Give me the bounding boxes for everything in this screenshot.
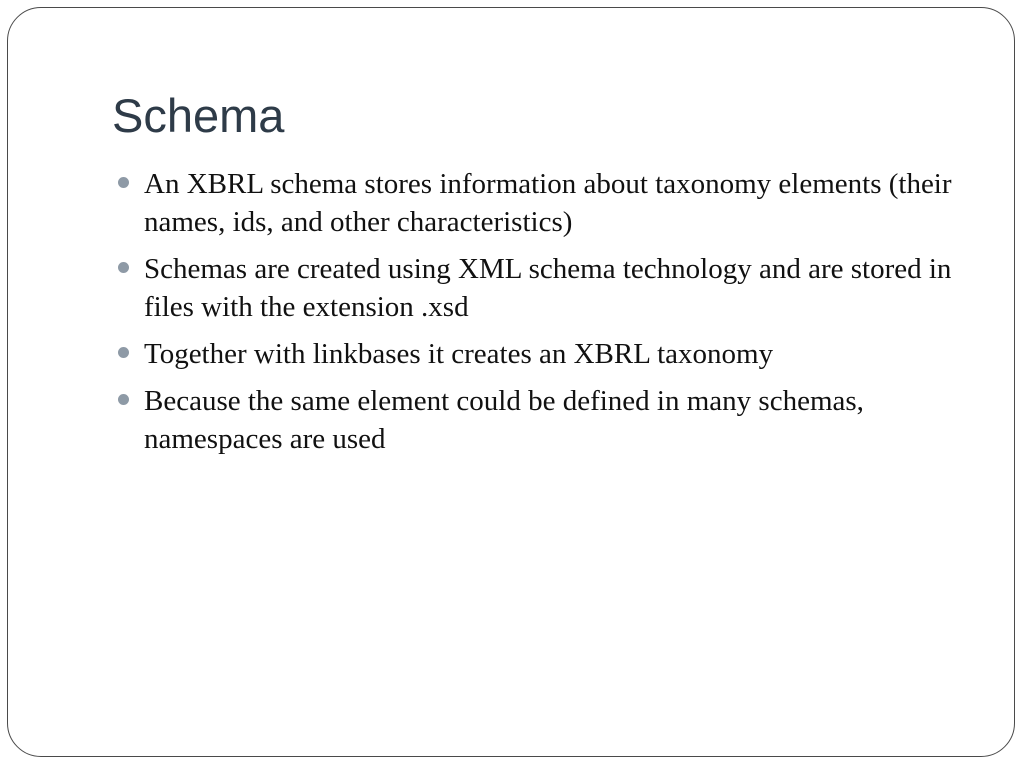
bullet-text: An XBRL schema stores information about taxonomy elements (their names, ids, and other characteristics) <box>144 168 952 238</box>
bullet-dot-icon <box>118 347 129 358</box>
bullet-item <box>118 382 958 458</box>
bullet-item <box>118 335 958 373</box>
bullet-item <box>118 250 958 326</box>
bullet-dot-icon <box>118 177 129 188</box>
bullet-item <box>118 165 958 241</box>
bullet-dot-icon <box>118 394 129 405</box>
bullet-text: Together with linkbases it creates an XBRL taxonomy <box>144 338 774 370</box>
bullet-dot-icon <box>118 262 129 273</box>
slide-title: Schema <box>112 89 285 142</box>
bullet-list <box>118 165 958 467</box>
bullet-text: Because the same element could be defined in many schemas, namespaces are used <box>144 385 864 455</box>
bullet-text: Schemas are created using XML schema technology and are stored in files with the extension .xsd <box>144 253 952 323</box>
